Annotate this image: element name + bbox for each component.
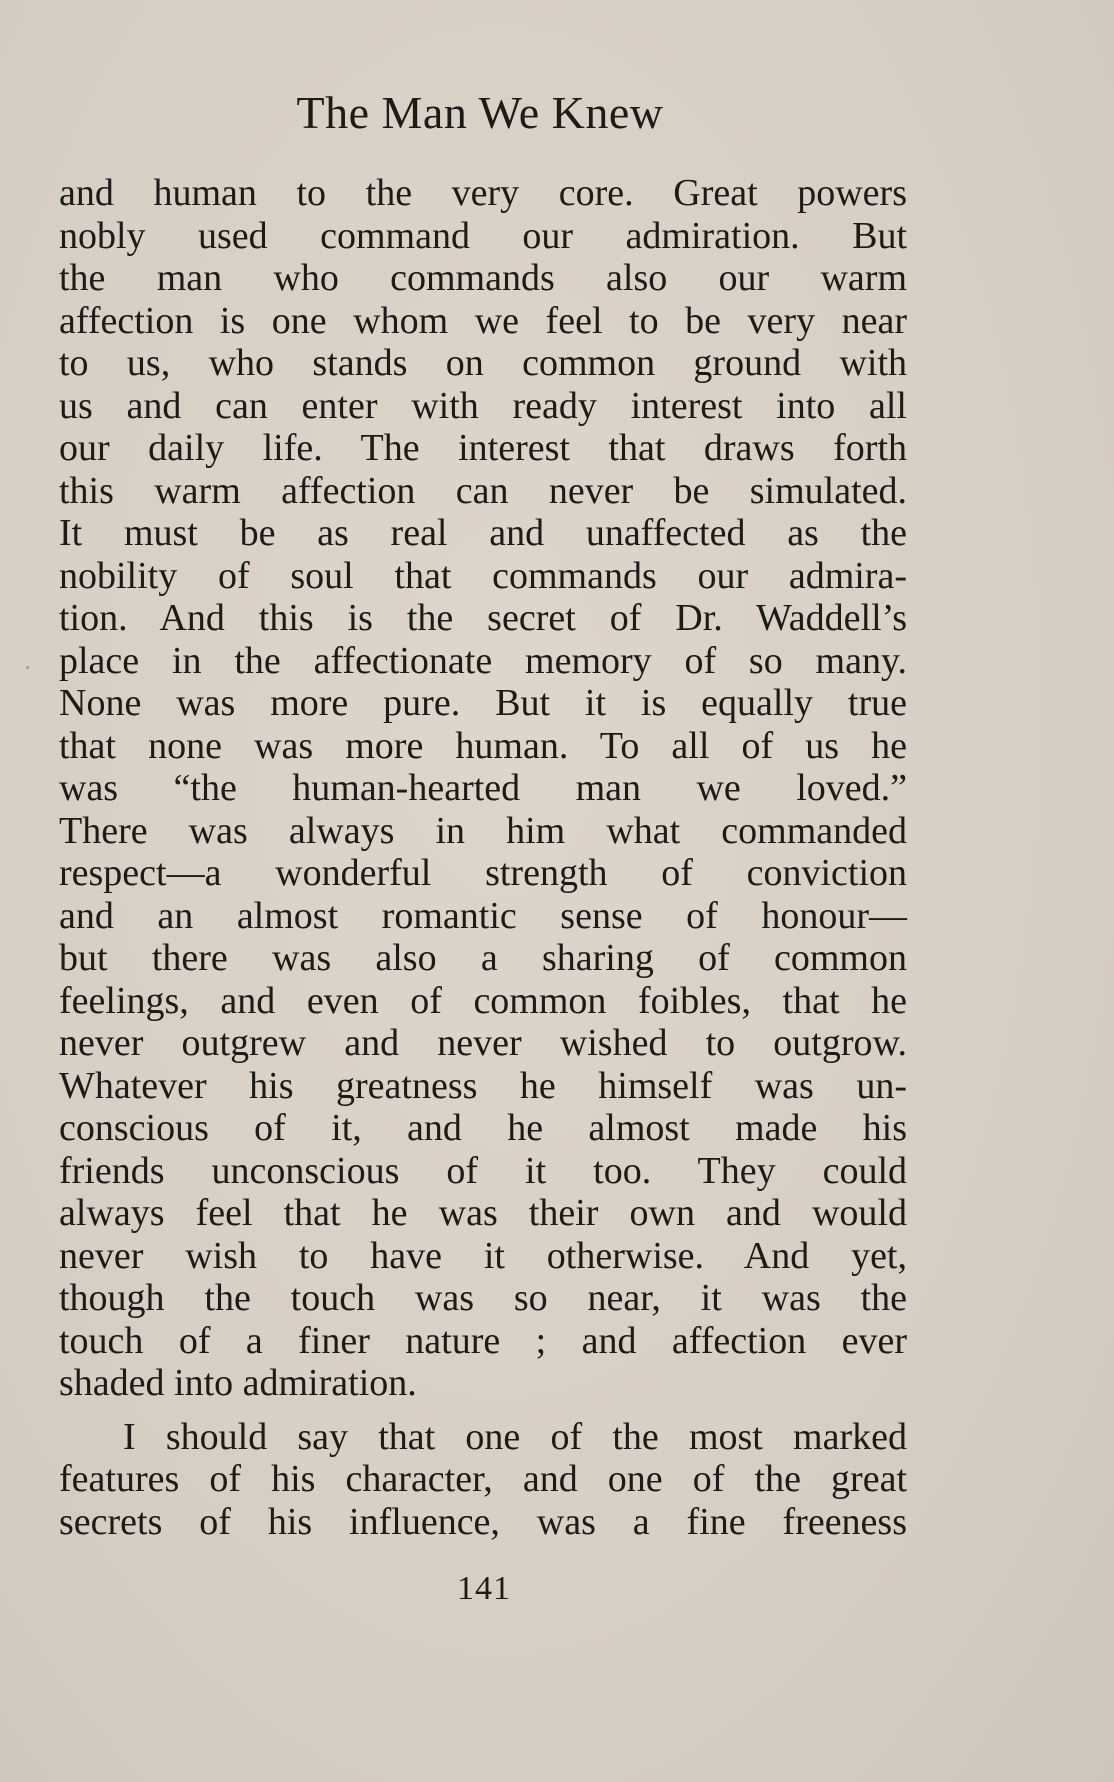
text-line: never wish to have it otherwise. And yet, xyxy=(59,1234,907,1277)
text-line: nobly used command our admiration. But xyxy=(59,214,907,257)
page-number: 141 xyxy=(457,1570,511,1607)
paragraph-2 xyxy=(59,1416,907,1544)
text-line: nobility of soul that commands our admira- xyxy=(59,554,907,597)
running-head: The Man We Knew xyxy=(296,87,664,138)
paragraph-1 xyxy=(59,172,907,1405)
text-line: touch of a finer nature ; and affection ever xyxy=(59,1319,907,1362)
text-line: shaded into admiration. xyxy=(59,1362,417,1404)
text-line: It must be as real and unaffected as the xyxy=(59,512,907,554)
text-line: features of his character, and one of the great xyxy=(59,1458,907,1500)
text-line: that none was more human. To all of us he xyxy=(59,724,907,767)
text-line: our daily life. The interest that draws forth xyxy=(59,427,907,469)
text-line: friends unconscious of it too. They could xyxy=(59,1149,907,1192)
text-line: and an almost romantic sense of honour— xyxy=(59,894,907,937)
text-line: never outgrew and never wished to outgrow. xyxy=(59,1022,907,1064)
text-line: though the touch was so near, it was the xyxy=(59,1277,907,1319)
text-line: None was more pure. But it is equally true xyxy=(59,682,907,724)
text-line: was “the human-hearted man we loved.” xyxy=(59,767,907,809)
text-line: feelings, and even of common foibles, that he xyxy=(59,979,907,1022)
paragraph-gap xyxy=(59,1405,907,1416)
text-line: Whatever his greatness he himself was un- xyxy=(59,1064,907,1107)
text-line: the man who commands also our warm xyxy=(59,257,907,299)
text-line: but there was also a sharing of common xyxy=(59,937,907,979)
text-line: I should say that one of the most marked xyxy=(123,1415,907,1458)
body-text xyxy=(59,172,907,1543)
text-line: conscious of it, and he almost made his xyxy=(59,1107,907,1149)
text-line: and human to the very core. Great powers xyxy=(59,172,907,214)
text-line: always feel that he was their own and would xyxy=(59,1192,907,1234)
text-line: respect—a wonderful strength of conviction xyxy=(59,852,907,894)
text-line: secrets of his influence, was a fine freeness xyxy=(59,1500,907,1543)
text-line: this warm affection can never be simulated. xyxy=(59,469,907,512)
text-line: affection is one whom we feel to be very near xyxy=(59,299,907,342)
text-line: There was always in him what commanded xyxy=(59,809,907,852)
text-line: place in the affectionate memory of so many. xyxy=(59,639,907,682)
text-line: tion. And this is the secret of Dr. Waddell’s xyxy=(59,597,907,639)
text-line: to us, who stands on common ground with xyxy=(59,342,907,384)
text-line: us and can enter with ready interest into all xyxy=(59,384,907,427)
paper-speck xyxy=(26,666,29,669)
